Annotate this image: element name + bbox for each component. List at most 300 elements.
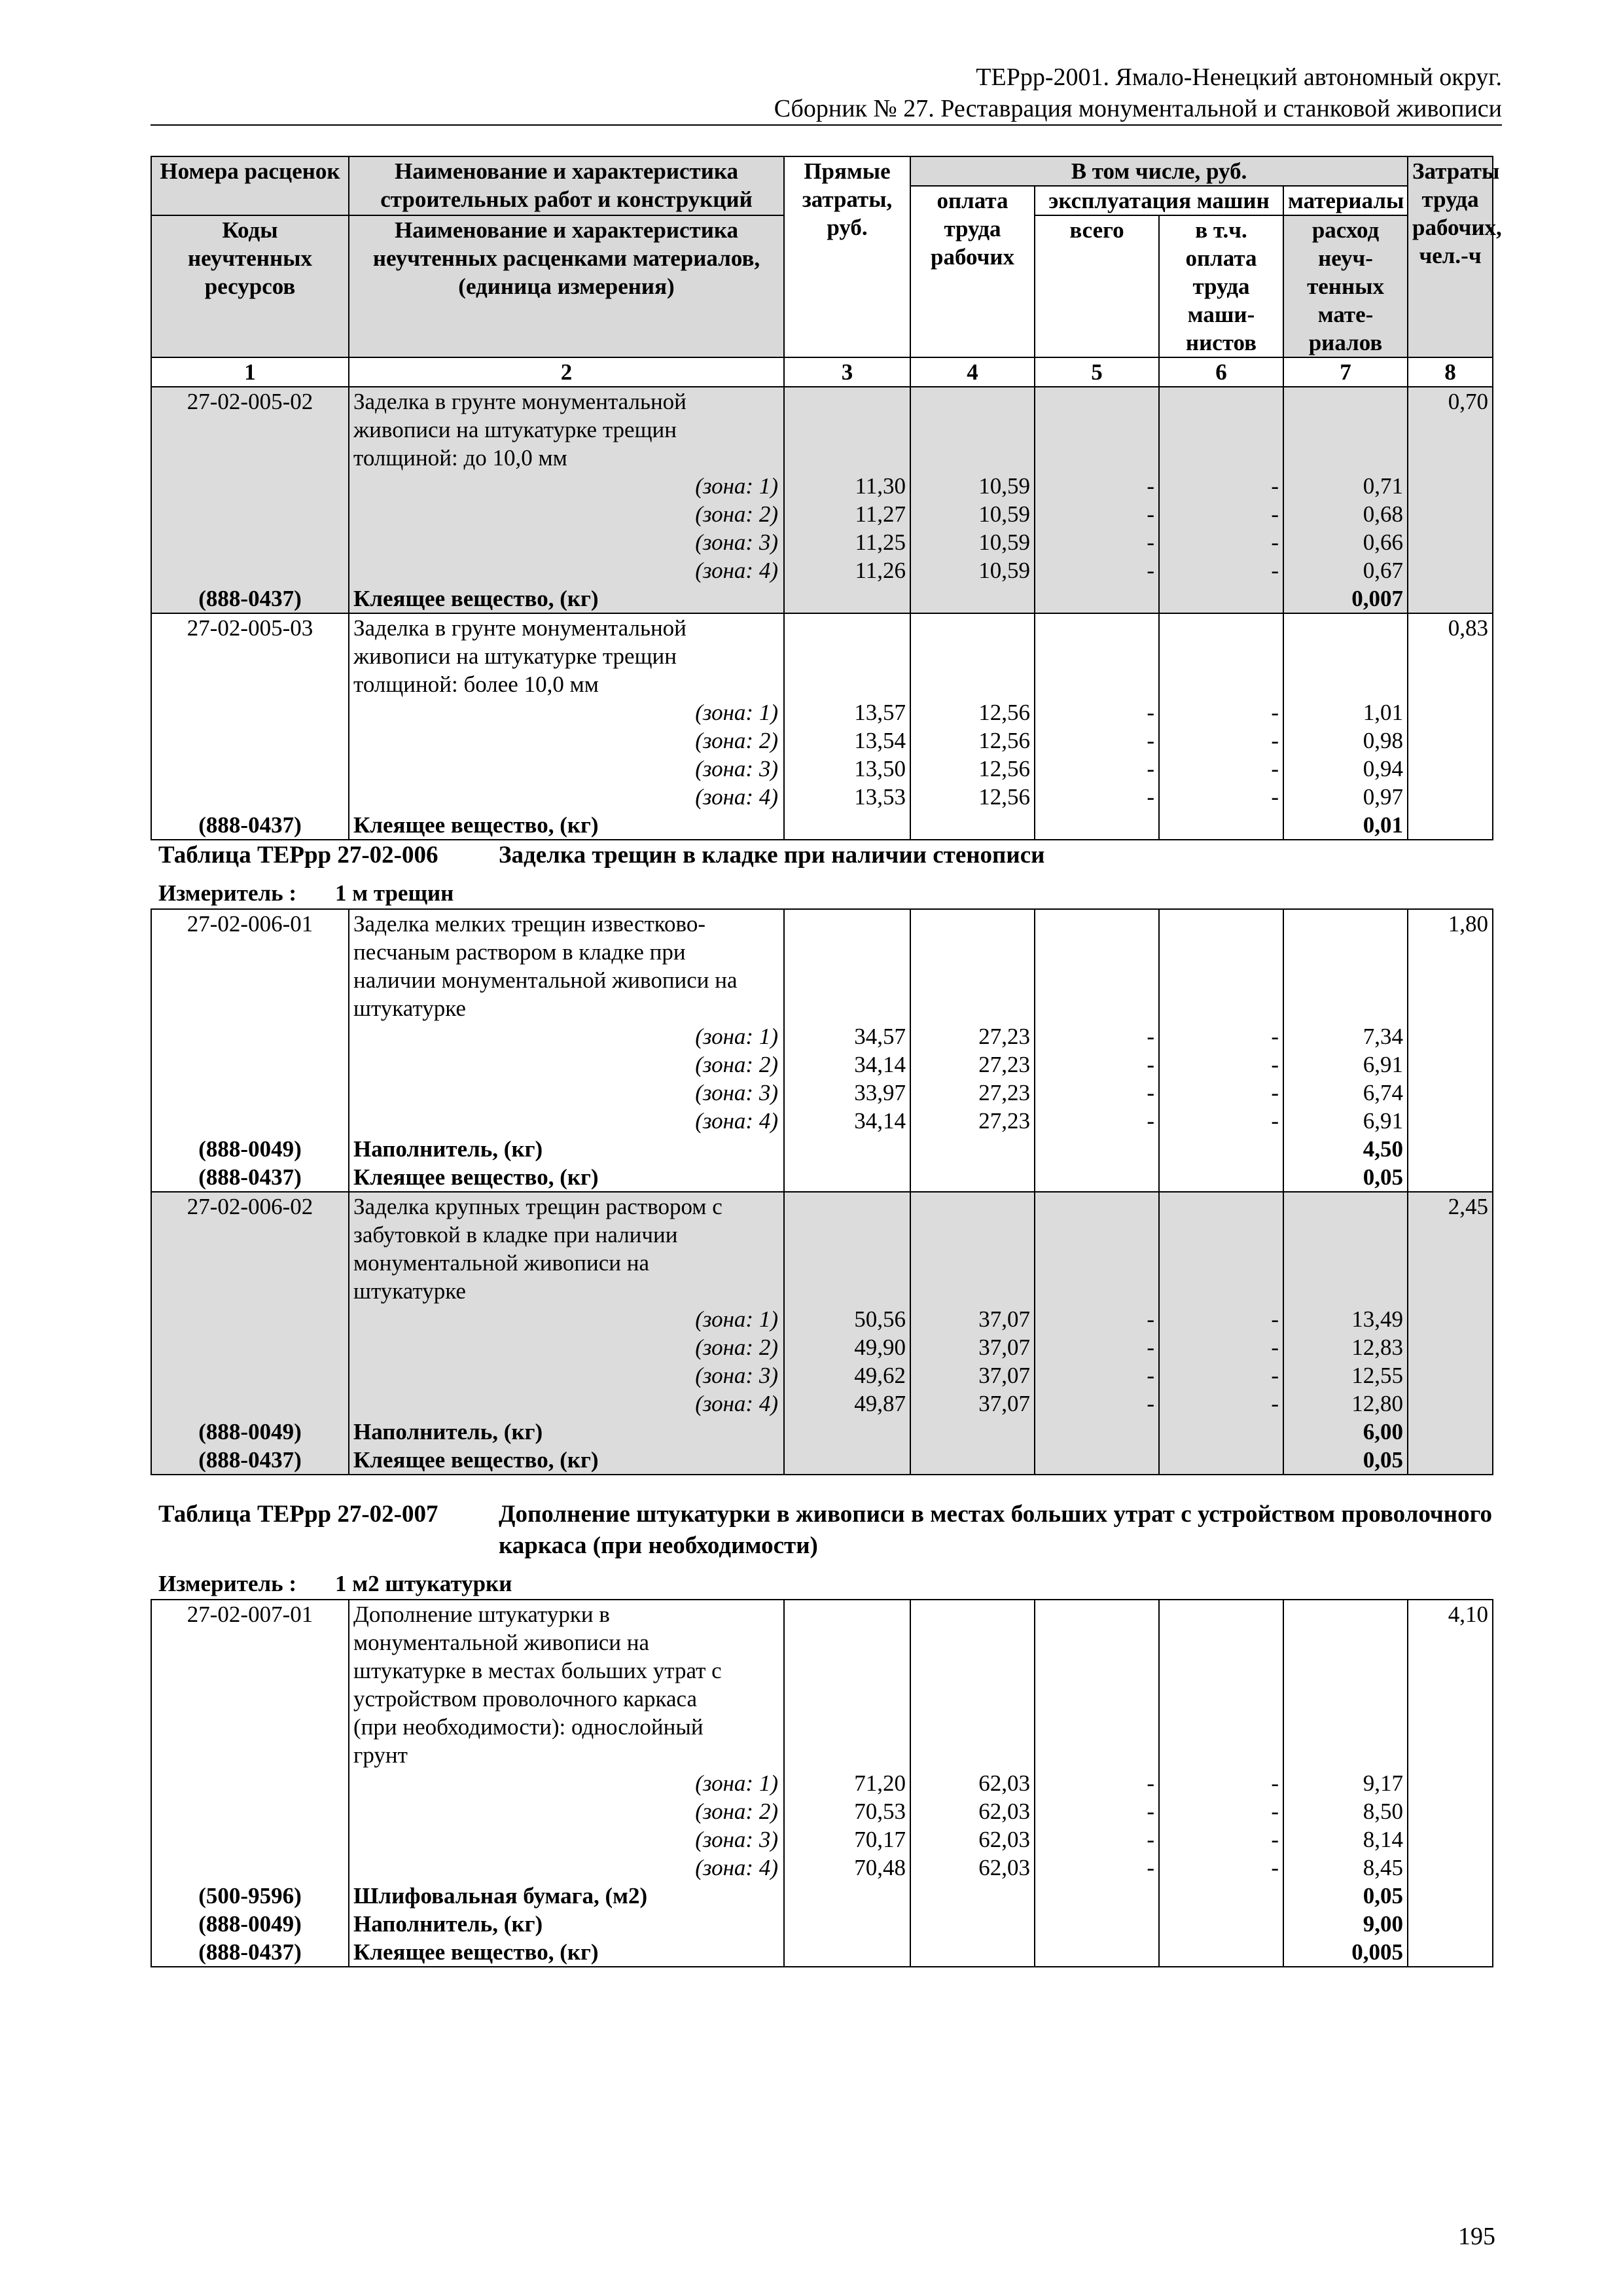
blank-line <box>915 1135 1030 1163</box>
blank-line <box>915 1657 1030 1685</box>
direct-cost: 70,17 <box>854 1827 906 1852</box>
blank-line <box>789 444 906 472</box>
rate-name-line: грунт <box>353 1742 408 1768</box>
rate-code: 27-02-006-01 <box>187 911 313 937</box>
col2-top-header: Наименование и характеристика строительных работ и конструкций <box>349 156 784 215</box>
table-006-body <box>151 909 1493 1475</box>
blank-line <box>1288 1713 1403 1741</box>
blank-line <box>1164 642 1279 670</box>
blank-line <box>1288 444 1403 472</box>
blank-line <box>156 642 344 670</box>
materials-header: материалы <box>1283 186 1408 215</box>
materials-cost: 0,68 <box>1363 501 1404 527</box>
rate-name-line: монументальной живописи на <box>353 1250 649 1276</box>
blank-line <box>1164 1163 1279 1191</box>
materials-cell <box>1283 1192 1408 1475</box>
rate-name-cell <box>349 387 784 613</box>
blank-line <box>156 1361 344 1390</box>
blank-line <box>156 472 344 500</box>
blank-line <box>1039 670 1154 698</box>
direct-cost: 11,27 <box>855 501 906 527</box>
resource-code: (888-0437) <box>198 1447 302 1473</box>
blank-line <box>1412 1079 1488 1107</box>
blank-line <box>1412 783 1488 811</box>
resource-code: (888-0437) <box>198 812 302 838</box>
machines-cost: - <box>1147 529 1154 555</box>
zone-label: (зона: 2) <box>695 1335 778 1360</box>
blank-line <box>1039 1882 1154 1910</box>
machines-cost: - <box>1147 728 1154 753</box>
blank-line <box>1412 1333 1488 1361</box>
blank-line <box>789 910 906 938</box>
blank-line <box>1412 1361 1488 1390</box>
measure-value: 1 м трещин <box>335 880 454 906</box>
blank-line <box>1288 1600 1403 1628</box>
machinist-wages: - <box>1271 1080 1279 1105</box>
machinist-wages-cell <box>1159 613 1283 840</box>
blank-line <box>915 1163 1030 1191</box>
direct-cost: 11,25 <box>855 529 906 555</box>
machines-cost: - <box>1147 1391 1154 1416</box>
blank-line <box>915 1938 1030 1966</box>
blank-line <box>1164 811 1279 839</box>
wages: 27,23 <box>978 1108 1030 1134</box>
machines-cell <box>1035 613 1159 840</box>
blank-line <box>156 755 344 783</box>
blank-line <box>1412 670 1488 698</box>
blank-line <box>1412 1938 1488 1966</box>
zone-label: (зона: 1) <box>695 1306 778 1332</box>
table-007-title: Дополнение штукатурки в живописи в местах больших утрат с устройством проволочного каркаса (при необходимости) <box>499 1501 1492 1559</box>
wages: 37,07 <box>978 1363 1030 1388</box>
blank-line <box>915 444 1030 472</box>
blank-line <box>1412 1910 1488 1938</box>
measure-label: Измеритель : <box>158 1571 297 1596</box>
blank-line <box>1288 1628 1403 1657</box>
blank-line <box>156 994 344 1022</box>
materials-cost: 9,17 <box>1363 1770 1403 1796</box>
blank-line <box>1288 1741 1403 1769</box>
blank-line <box>789 1600 906 1628</box>
blank-line <box>1412 1390 1488 1418</box>
rate-name-line: штукатурке <box>353 996 466 1021</box>
machinist-wages-cell <box>1159 909 1283 1192</box>
resource-name: Наполнитель, (кг) <box>353 1911 543 1937</box>
rate-code-cell <box>151 387 349 613</box>
col4-header: оплата труда рабочих <box>910 186 1035 357</box>
direct-cost: 70,53 <box>854 1799 906 1824</box>
blank-line <box>789 1938 906 1966</box>
blank-line <box>1288 670 1403 698</box>
machines-cost: - <box>1147 1770 1154 1796</box>
blank-line <box>1164 966 1279 994</box>
blank-line <box>1039 1446 1154 1474</box>
blank-line <box>1164 584 1279 613</box>
blank-line <box>1412 1135 1488 1163</box>
blank-line <box>1412 1022 1488 1050</box>
wages-cell <box>910 613 1035 840</box>
blank-line <box>789 1657 906 1685</box>
blank-line <box>156 1825 344 1854</box>
machines-cell <box>1035 909 1159 1192</box>
resource-name: Клеящее вещество, (кг) <box>353 812 599 838</box>
machinist-wages: - <box>1271 756 1279 781</box>
blank-line <box>789 1741 906 1769</box>
blank-line <box>915 1193 1030 1221</box>
col2-bottom-header: Наименование и характеристика неучтенных расценками материалов, (единица измерения) <box>349 215 784 357</box>
blank-line <box>1039 1910 1154 1938</box>
wages: 62,03 <box>978 1855 1030 1880</box>
resource-code: (500-9596) <box>198 1883 302 1909</box>
blank-line <box>156 528 344 556</box>
blank-line <box>156 1221 344 1249</box>
materials-cost: 0,66 <box>1363 529 1404 555</box>
machinist-wages: - <box>1271 501 1279 527</box>
resource-qty: 0,05 <box>1363 1164 1403 1190</box>
col-number: 6 <box>1159 357 1283 387</box>
rates-table-005 <box>151 156 1502 840</box>
blank-line <box>915 416 1030 444</box>
machines-cost: - <box>1147 1799 1154 1824</box>
rate-name-line: песчаным раствором в кладке при <box>353 939 686 965</box>
table-007-number: Таблица ТЕРрр 27-02-007 <box>158 1501 438 1528</box>
blank-line <box>1039 910 1154 938</box>
direct-cost: 49,90 <box>854 1335 906 1360</box>
resource-code: (888-0437) <box>198 1164 302 1190</box>
rate-code: 27-02-005-03 <box>187 615 313 641</box>
blank-line <box>1412 1657 1488 1685</box>
blank-line <box>1039 387 1154 416</box>
blank-line <box>1039 811 1154 839</box>
direct-cost: 34,14 <box>854 1108 906 1134</box>
wages: 10,59 <box>978 501 1030 527</box>
direct-cost: 34,57 <box>854 1024 906 1049</box>
rate-name-cell <box>349 909 784 1192</box>
machines-cost: - <box>1147 1024 1154 1049</box>
machines-cell <box>1035 387 1159 613</box>
blank-line <box>1039 1657 1154 1685</box>
blank-line <box>156 1854 344 1882</box>
resource-code: (888-0049) <box>198 1136 302 1162</box>
blank-line <box>789 642 906 670</box>
blank-line <box>1412 1769 1488 1797</box>
table-005-body <box>151 387 1493 840</box>
machines-cell <box>1035 1600 1159 1967</box>
blank-line <box>1039 994 1154 1022</box>
blank-line <box>1412 1741 1488 1769</box>
zone-label: (зона: 1) <box>695 1024 778 1049</box>
blank-line <box>1164 1657 1279 1685</box>
rate-code: 27-02-006-02 <box>187 1194 313 1219</box>
wages: 10,59 <box>978 558 1030 583</box>
blank-line <box>1039 1418 1154 1446</box>
labor-cost-cell <box>1408 1192 1493 1475</box>
wages: 10,59 <box>978 473 1030 499</box>
rate-name-line: живописи на штукатурке трещин <box>353 643 677 669</box>
machinist-wages: - <box>1271 1855 1279 1880</box>
rate-row <box>151 1600 1493 1967</box>
machines-cost: - <box>1147 756 1154 781</box>
labor-cost-cell <box>1408 613 1493 840</box>
direct-cost: 11,30 <box>855 473 906 499</box>
blank-line <box>1288 1277 1403 1305</box>
machines-cell <box>1035 1192 1159 1475</box>
resource-qty: 0,005 <box>1351 1939 1403 1965</box>
direct-cost: 13,57 <box>854 700 906 725</box>
machinist-wages: - <box>1271 1335 1279 1360</box>
blank-line <box>1039 1685 1154 1713</box>
resource-name: Клеящее вещество, (кг) <box>353 1939 599 1965</box>
materials-cost: 12,83 <box>1351 1335 1403 1360</box>
wages: 62,03 <box>978 1827 1030 1852</box>
resource-name: Шлифовальная бумага, (м2) <box>353 1883 648 1909</box>
blank-line <box>156 1333 344 1361</box>
wages: 27,23 <box>978 1024 1030 1049</box>
materials-cost: 13,49 <box>1351 1306 1403 1332</box>
blank-line <box>1412 1418 1488 1446</box>
running-header-line1: ТЕРрр-2001. Ямало-Ненецкий автономный округ. <box>976 63 1502 91</box>
machinist-wages-cell <box>1159 1600 1283 1967</box>
zone-label: (зона: 3) <box>695 756 778 781</box>
blank-line <box>915 811 1030 839</box>
table-header <box>151 156 1502 357</box>
blank-line <box>1164 444 1279 472</box>
labor-cost: 2,45 <box>1448 1194 1488 1219</box>
blank-line <box>1288 642 1403 670</box>
wages: 37,07 <box>978 1391 1030 1416</box>
blank-line <box>1039 1628 1154 1657</box>
blank-line <box>789 994 906 1022</box>
rate-code: 27-02-005-02 <box>187 389 313 414</box>
blank-line <box>915 1628 1030 1657</box>
materials-cost: 0,94 <box>1363 756 1404 781</box>
blank-line <box>156 1249 344 1277</box>
blank-line <box>1164 994 1279 1022</box>
blank-line <box>1412 1713 1488 1741</box>
rate-row <box>151 387 1493 613</box>
running-header-line2: Сборник № 27. Реставрация монументальной и станковой живописи <box>774 95 1502 122</box>
rate-code-cell <box>151 613 349 840</box>
table-006-title: Заделка трещин в кладке при наличии стенописи <box>499 842 1045 869</box>
wages: 37,07 <box>978 1335 1030 1360</box>
incl-header: В том числе, руб. <box>910 156 1408 186</box>
measure-label: Измеритель : <box>158 880 297 906</box>
wages: 12,56 <box>978 700 1030 725</box>
blank-line <box>789 1685 906 1713</box>
col3-header: Прямые затраты, руб. <box>784 156 910 357</box>
resource-code: (888-0437) <box>198 586 302 611</box>
blank-line <box>789 670 906 698</box>
blank-line <box>1039 1221 1154 1249</box>
blank-line <box>1288 966 1403 994</box>
resource-name: Клеящее вещество, (кг) <box>353 586 599 611</box>
blank-line <box>1164 1600 1279 1628</box>
rate-name-line: монументальной живописи на <box>353 1630 649 1655</box>
blank-line <box>1412 1685 1488 1713</box>
wages-cell <box>910 387 1035 613</box>
labor-cost-cell <box>1408 909 1493 1192</box>
direct-cost: 13,54 <box>854 728 906 753</box>
blank-line <box>1039 614 1154 642</box>
labor-cost: 1,80 <box>1448 911 1488 937</box>
blank-line <box>156 1079 344 1107</box>
blank-line <box>156 938 344 966</box>
zone-label: (зона: 4) <box>695 1855 778 1880</box>
blank-line <box>1039 1741 1154 1769</box>
resource-code: (888-0049) <box>198 1419 302 1444</box>
blank-line <box>156 966 344 994</box>
blank-line <box>1164 1446 1279 1474</box>
blank-line <box>789 1249 906 1277</box>
col5-header: всего <box>1035 215 1159 357</box>
blank-line <box>1412 1854 1488 1882</box>
blank-line <box>915 994 1030 1022</box>
machines-cost: - <box>1147 1306 1154 1332</box>
blank-line <box>915 670 1030 698</box>
rate-name-line: Заделка в грунте монументальной <box>353 389 687 414</box>
wages: 10,59 <box>978 529 1030 555</box>
wages: 27,23 <box>978 1052 1030 1077</box>
rate-name-line: Заделка в грунте монументальной <box>353 615 687 641</box>
resource-qty: 0,05 <box>1363 1883 1403 1909</box>
blank-line <box>1164 1221 1279 1249</box>
blank-line <box>1288 1685 1403 1713</box>
materials-cost: 8,14 <box>1363 1827 1403 1852</box>
materials-cost: 0,98 <box>1363 728 1404 753</box>
blank-line <box>789 1882 906 1910</box>
blank-line <box>915 1741 1030 1769</box>
rate-name-line: Заделка мелких трещин известково- <box>353 911 705 937</box>
blank-line <box>1164 1193 1279 1221</box>
machinist-wages: - <box>1271 700 1279 725</box>
blank-line <box>1412 698 1488 726</box>
blank-line <box>1412 1797 1488 1825</box>
blank-line <box>1164 910 1279 938</box>
blank-line <box>915 1249 1030 1277</box>
wages: 12,56 <box>978 784 1030 810</box>
blank-line <box>1412 444 1488 472</box>
direct-cost: 11,26 <box>855 558 906 583</box>
blank-line <box>1412 966 1488 994</box>
zone-label: (зона: 2) <box>695 1799 778 1824</box>
wages: 62,03 <box>978 1799 1030 1824</box>
blank-line <box>1164 1685 1279 1713</box>
blank-line <box>156 726 344 755</box>
zone-label: (зона: 1) <box>695 700 778 725</box>
blank-line <box>1039 966 1154 994</box>
blank-line <box>1412 528 1488 556</box>
blank-line <box>1039 584 1154 613</box>
blank-line <box>1164 1628 1279 1657</box>
machines-cost: - <box>1147 1052 1154 1077</box>
blank-line <box>1288 938 1403 966</box>
direct-cost: 49,62 <box>854 1363 906 1388</box>
wages: 12,56 <box>978 756 1030 781</box>
rate-name-line: наличии монументальной живописи на <box>353 967 738 993</box>
machinist-wages: - <box>1271 1363 1279 1388</box>
col-number: 2 <box>349 357 784 387</box>
blank-line <box>1412 1163 1488 1191</box>
blank-line <box>789 1163 906 1191</box>
blank-line <box>156 1628 344 1657</box>
blank-line <box>1039 1193 1154 1221</box>
zone-label: (зона: 3) <box>695 1080 778 1105</box>
rate-name-line: забутовкой в кладке при наличии <box>353 1222 678 1247</box>
blank-line <box>789 811 906 839</box>
blank-line <box>915 642 1030 670</box>
blank-line <box>1039 1163 1154 1191</box>
blank-line <box>915 1600 1030 1628</box>
blank-line <box>156 556 344 584</box>
blank-line <box>1412 726 1488 755</box>
blank-line <box>915 614 1030 642</box>
blank-line <box>156 444 344 472</box>
blank-line <box>1039 416 1154 444</box>
blank-line <box>789 1277 906 1305</box>
zone-label: (зона: 2) <box>695 501 778 527</box>
labor-cost: 0,83 <box>1448 615 1489 641</box>
rate-name-cell <box>349 1600 784 1967</box>
blank-line <box>1039 1600 1154 1628</box>
machinist-wages-cell <box>1159 1192 1283 1475</box>
blank-line <box>1412 642 1488 670</box>
rates-table-007 <box>151 1599 1493 1967</box>
blank-line <box>1164 416 1279 444</box>
blank-line <box>1412 1277 1488 1305</box>
rate-name-line: (при необходимости): однослойный <box>353 1714 704 1740</box>
labor-cost-cell <box>1408 1600 1493 1967</box>
blank-line <box>1412 416 1488 444</box>
blank-line <box>915 1277 1030 1305</box>
direct-cost-cell <box>784 387 910 613</box>
rates-table-006 <box>151 908 1493 1475</box>
blank-line <box>1412 1825 1488 1854</box>
resource-name: Клеящее вещество, (кг) <box>353 1447 599 1473</box>
blank-line <box>1412 1882 1488 1910</box>
blank-line <box>1412 1249 1488 1277</box>
labor-cost: 4,10 <box>1448 1602 1488 1627</box>
wages: 37,07 <box>978 1306 1030 1332</box>
machines-cost: - <box>1147 1855 1154 1880</box>
column-numbers-row <box>151 357 1493 387</box>
blank-line <box>156 1022 344 1050</box>
direct-cost-cell <box>784 909 910 1192</box>
blank-line <box>156 500 344 528</box>
machinist-wages: - <box>1271 558 1279 583</box>
rate-code: 27-02-007-01 <box>187 1602 313 1627</box>
blank-line <box>789 1910 906 1938</box>
blank-line <box>1412 472 1488 500</box>
blank-line <box>1164 1418 1279 1446</box>
blank-line <box>1412 1446 1488 1474</box>
blank-line <box>915 584 1030 613</box>
blank-line <box>1412 1221 1488 1249</box>
blank-line <box>915 966 1030 994</box>
rate-name-cell <box>349 613 784 840</box>
blank-line <box>1039 1713 1154 1741</box>
blank-line <box>915 1418 1030 1446</box>
materials-cost: 6,91 <box>1363 1108 1403 1134</box>
blank-line <box>1164 938 1279 966</box>
blank-line <box>1164 1249 1279 1277</box>
direct-cost: 13,50 <box>854 756 906 781</box>
col-number: 3 <box>784 357 910 387</box>
blank-line <box>789 1418 906 1446</box>
rate-name-line: штукатурке в местах больших утрат с <box>353 1658 722 1683</box>
rate-row <box>151 1192 1493 1475</box>
blank-line <box>789 1628 906 1657</box>
blank-line <box>1412 1305 1488 1333</box>
